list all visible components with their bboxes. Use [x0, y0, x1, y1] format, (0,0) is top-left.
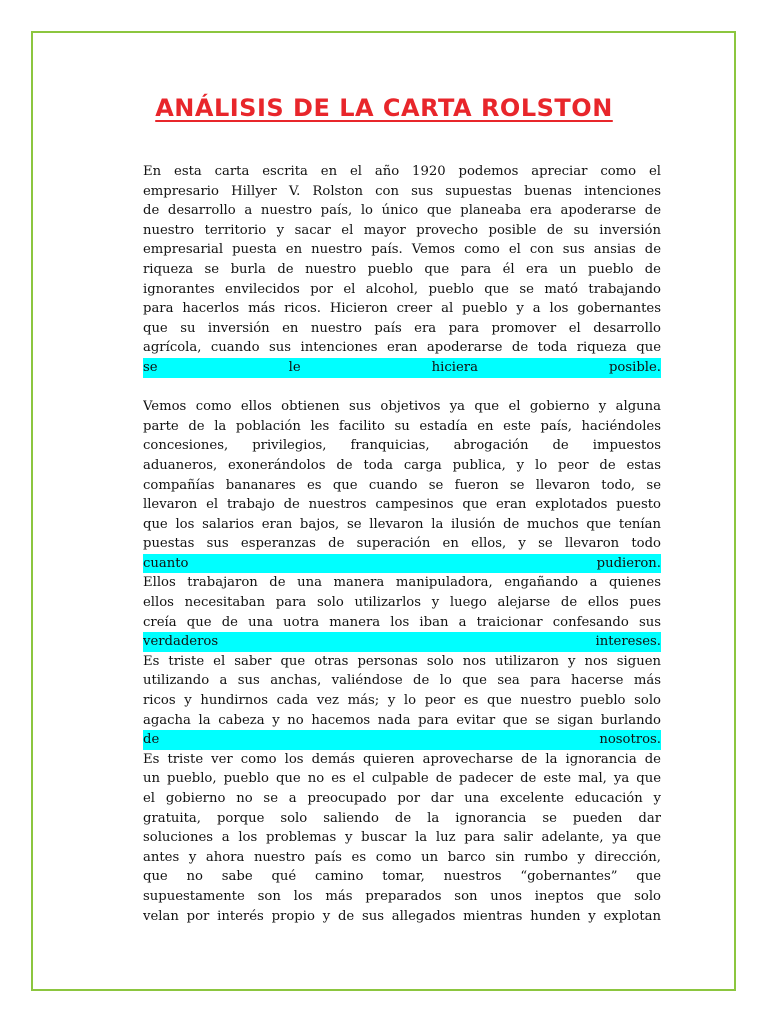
paragraph [143, 750, 661, 926]
text-line: Vemos como ellos obtienen sus objetivos ya que el gobierno y alguna [143, 399, 661, 415]
text-line: Es triste el saber que otras personas solo nos utilizaron y nos siguen [143, 653, 661, 669]
text-line: el gobierno no se a preocupado por dar una excelente educación y [143, 791, 661, 806]
highlighted-line: se le hiciera posible. [143, 358, 661, 378]
text-line: riqueza se burla de nuestro pueblo que para él era un pueblo de [143, 261, 661, 277]
highlighted-line: cuanto pudieron. [143, 554, 661, 574]
text-line: nuestro territorio y sacar el mayor provecho posible de su inversión [143, 222, 661, 238]
text-line: agacha la cabeza y no hacemos nada para evitar que se sigan burlando [143, 712, 661, 728]
text-line: Es triste ver como los demás quieren aprovecharse de la ignorancia de [143, 751, 661, 767]
text-line: compañías bananares es que cuando se fueron se llevaron todo, se [143, 477, 661, 493]
paragraph [143, 397, 661, 573]
text-line: aduaneros, exonerándolos de toda carga publica, y lo peor de estas [143, 457, 661, 473]
text-line: soluciones a los problemas y buscar la luz para salir adelante, ya que [143, 830, 661, 846]
text-line: antes y ahora nuestro país es como un barco sin rumbo y dirección, [143, 849, 661, 865]
text-line: gratuita, porque solo saliendo de la ignorancia se pueden dar [143, 810, 661, 826]
text-line: llevaron el trabajo de nuestros campesinos que eran explotados puesto [143, 497, 661, 513]
text-line: ignorantes envilecidos por el alcohol, pueblo que se mató trabajando [143, 281, 661, 297]
text-line: puestas sus esperanzas de superación en ellos, y se llevaron todo [143, 536, 661, 552]
text-line: empresarial puesta en nuestro país. Vemos como el con sus ansias de [143, 242, 661, 258]
text-line: utilizando a sus anchas, valiéndose de lo que sea para hacerse más [143, 673, 661, 689]
paragraph-spacer [143, 378, 661, 398]
text-line: Ellos trabajaron de una manera manipuladora, engañando a quienes [143, 575, 661, 591]
text-line: parte de la población les facilito su estadía en este país, haciéndoles [143, 418, 661, 434]
highlighted-line: de nosotros. [143, 730, 661, 750]
text-line: agrícola, cuando sus intenciones eran apoderarse de toda riqueza que [143, 340, 661, 356]
document-body [143, 162, 661, 926]
paragraph [143, 573, 661, 651]
text-line: para hacerlos más ricos. Hicieron creer al pueblo y a los gobernantes [143, 301, 661, 317]
text-line: En esta carta escrita en el año 1920 podemos apreciar como el [143, 164, 661, 179]
text-line: que su inversión en nuestro país era para promover el desarrollo [143, 320, 661, 336]
text-line: creía que de una uotra manera los iban a traicionar confesando sus [143, 614, 661, 630]
paragraph [143, 652, 661, 750]
text-line: ellos necesitaban para solo utilizarlos y luego alejarse de ellos pues [143, 595, 661, 611]
paragraph [143, 162, 661, 378]
text-line: de desarrollo a nuestro país, lo único que planeaba era apoderarse de [143, 203, 661, 219]
text-line: velan por interés propio y de sus allegados mientras hunden y explotan [143, 908, 661, 924]
text-line: que los salarios eran bajos, se llevaron la ilusión de muchos que tenían [143, 516, 661, 532]
text-line: que no sabe qué camino tomar, nuestros “gobernantes” que [143, 869, 661, 885]
text-line: ricos y hundirnos cada vez más; y lo peor es que nuestro pueblo solo [143, 693, 661, 709]
text-line: supuestamente son los más preparados son unos ineptos que solo [143, 888, 661, 904]
text-line: un pueblo, pueblo que no es el culpable de padecer de este mal, ya que [143, 771, 661, 787]
text-line: concesiones, privilegios, franquicias, abrogación de impuestos [143, 438, 661, 454]
highlighted-line: verdaderos intereses. [143, 632, 661, 652]
document-title: ANÁLISIS DE LA CARTA ROLSTON [155, 94, 613, 122]
text-line: empresario Hillyer V. Rolston con sus supuestas buenas intenciones [143, 183, 661, 199]
